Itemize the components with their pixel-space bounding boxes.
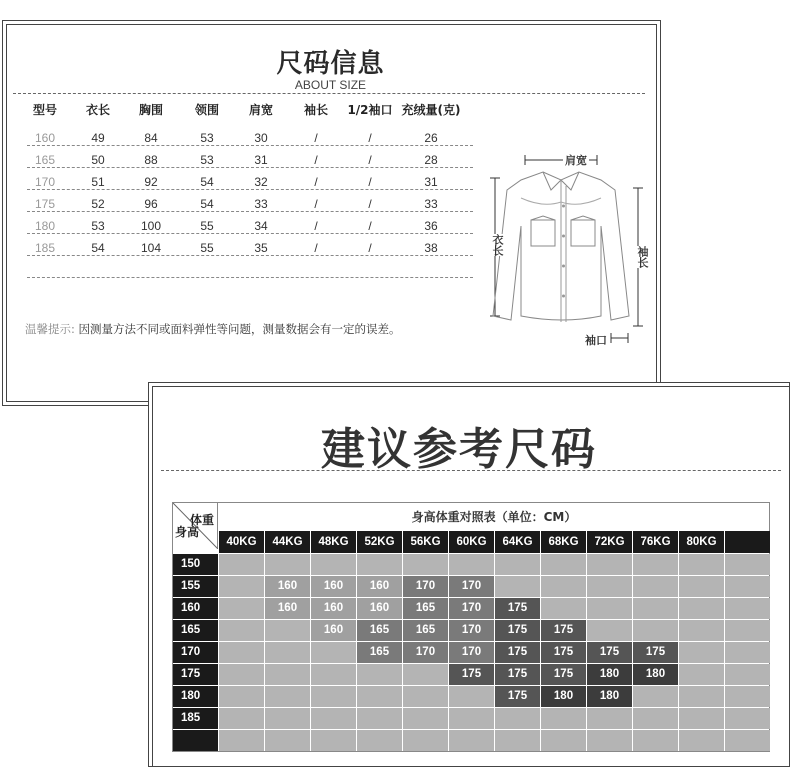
weight-header: 44KG bbox=[265, 531, 310, 553]
height-header: 175 bbox=[173, 664, 218, 685]
size-cell bbox=[587, 730, 632, 751]
length-label: 衣长 bbox=[491, 234, 504, 256]
size-cell: 165 bbox=[403, 598, 448, 619]
size-cell: 175 bbox=[587, 642, 632, 663]
size-cell bbox=[219, 598, 264, 619]
table-cell: / bbox=[314, 219, 318, 233]
header-cell: 型号 bbox=[32, 103, 58, 117]
table-cell: / bbox=[368, 197, 372, 211]
size-chart-grid bbox=[172, 502, 770, 752]
recommend-card bbox=[148, 382, 790, 767]
table-row bbox=[3, 219, 473, 239]
table-cell: 175 bbox=[34, 197, 56, 211]
size-cell bbox=[633, 620, 678, 641]
size-cell bbox=[403, 708, 448, 729]
table-cell: 53 bbox=[200, 153, 214, 167]
row-divider bbox=[27, 145, 473, 146]
header-cell: 领围 bbox=[194, 103, 220, 117]
size-cell bbox=[633, 708, 678, 729]
size-cell bbox=[265, 664, 310, 685]
size-table-header bbox=[3, 101, 473, 121]
table-cell: / bbox=[368, 175, 372, 189]
row-divider bbox=[27, 211, 473, 212]
table-row bbox=[3, 153, 473, 173]
size-cell bbox=[449, 686, 494, 707]
size-cell bbox=[541, 708, 586, 729]
size-cell bbox=[679, 620, 724, 641]
table-cell: / bbox=[314, 197, 318, 211]
table-cell: 50 bbox=[91, 153, 105, 167]
table-cell: 36 bbox=[424, 219, 438, 233]
table-cell: 180 bbox=[34, 219, 56, 233]
size-cell bbox=[449, 730, 494, 751]
size-cell: 165 bbox=[357, 642, 402, 663]
divider bbox=[13, 93, 645, 94]
table-cell: 31 bbox=[254, 153, 268, 167]
weight-header: 56KG bbox=[403, 531, 448, 553]
size-cell bbox=[679, 686, 724, 707]
divider bbox=[161, 470, 781, 471]
size-cell bbox=[587, 598, 632, 619]
table-cell: / bbox=[368, 131, 372, 145]
size-cell bbox=[541, 576, 586, 597]
table-cell: 33 bbox=[424, 197, 438, 211]
table-cell: 100 bbox=[140, 219, 162, 233]
size-cell bbox=[633, 576, 678, 597]
size-cell: 160 bbox=[311, 620, 356, 641]
size-cell bbox=[495, 554, 540, 575]
header-cell: 胸围 bbox=[138, 103, 164, 117]
size-cell: 160 bbox=[265, 598, 310, 619]
weight-header: 64KG bbox=[495, 531, 540, 553]
table-cell: 92 bbox=[144, 175, 158, 189]
table-cell: 38 bbox=[424, 241, 438, 255]
size-cell bbox=[633, 554, 678, 575]
size-cell bbox=[311, 642, 356, 663]
size-cell: 175 bbox=[495, 620, 540, 641]
weight-header bbox=[725, 531, 770, 553]
height-header: 170 bbox=[173, 642, 218, 663]
shirt-illustration bbox=[483, 146, 653, 346]
size-cell: 170 bbox=[449, 598, 494, 619]
size-cell: 170 bbox=[403, 576, 448, 597]
row-divider bbox=[27, 277, 473, 278]
header-cell: 衣长 bbox=[85, 103, 111, 117]
recommend-title: 建议参考尺码 bbox=[321, 424, 597, 475]
size-cell bbox=[311, 708, 356, 729]
size-cell: 175 bbox=[449, 664, 494, 685]
size-note bbox=[25, 321, 401, 337]
table-cell: / bbox=[314, 175, 318, 189]
table-cell: / bbox=[314, 241, 318, 255]
table-cell: 34 bbox=[254, 219, 268, 233]
size-cell: 160 bbox=[265, 576, 310, 597]
size-cell: 180 bbox=[587, 686, 632, 707]
size-cell: 180 bbox=[541, 686, 586, 707]
size-cell: 170 bbox=[449, 620, 494, 641]
grid-corner bbox=[173, 503, 218, 549]
size-cell bbox=[403, 686, 448, 707]
weight-header: 72KG bbox=[587, 531, 632, 553]
size-cell bbox=[725, 642, 770, 663]
size-cell: 175 bbox=[541, 620, 586, 641]
table-row bbox=[3, 197, 473, 217]
table-cell: 30 bbox=[254, 131, 268, 145]
size-cell bbox=[357, 686, 402, 707]
height-header: 160 bbox=[173, 598, 218, 619]
size-info-title: 尺码信息 bbox=[276, 49, 385, 79]
row-divider bbox=[27, 167, 473, 168]
size-cell bbox=[587, 576, 632, 597]
size-cell bbox=[495, 708, 540, 729]
size-cell bbox=[679, 664, 724, 685]
size-cell bbox=[403, 664, 448, 685]
size-cell: 175 bbox=[495, 686, 540, 707]
size-cell bbox=[265, 730, 310, 751]
table-cell: 165 bbox=[34, 153, 56, 167]
size-cell bbox=[219, 554, 264, 575]
size-cell: 165 bbox=[357, 620, 402, 641]
table-row bbox=[3, 175, 473, 195]
size-cell bbox=[357, 730, 402, 751]
size-cell: 160 bbox=[357, 598, 402, 619]
size-cell bbox=[679, 642, 724, 663]
size-cell: 175 bbox=[541, 664, 586, 685]
table-cell: 54 bbox=[91, 241, 105, 255]
size-cell bbox=[357, 554, 402, 575]
table-cell: 170 bbox=[34, 175, 56, 189]
size-cell bbox=[403, 730, 448, 751]
height-header: 150 bbox=[173, 554, 218, 575]
size-cell bbox=[541, 730, 586, 751]
height-header: 165 bbox=[173, 620, 218, 641]
chart-title: 身高体重对照表（单位：CM） bbox=[411, 510, 577, 524]
size-cell bbox=[541, 554, 586, 575]
table-cell: 49 bbox=[91, 131, 105, 145]
table-cell: / bbox=[368, 241, 372, 255]
size-cell: 180 bbox=[587, 664, 632, 685]
size-cell bbox=[725, 576, 770, 597]
size-cell bbox=[725, 708, 770, 729]
weight-header: 68KG bbox=[541, 531, 586, 553]
size-info-subtitle: ABOUT SIZE bbox=[294, 78, 367, 92]
table-row bbox=[3, 131, 473, 151]
size-cell: 175 bbox=[495, 598, 540, 619]
row-divider bbox=[27, 233, 473, 234]
size-cell bbox=[265, 686, 310, 707]
size-cell bbox=[449, 554, 494, 575]
table-cell: 104 bbox=[140, 241, 162, 255]
size-cell bbox=[219, 730, 264, 751]
row-divider bbox=[27, 255, 473, 256]
table-cell: / bbox=[314, 153, 318, 167]
table-cell: / bbox=[368, 153, 372, 167]
size-cell bbox=[357, 708, 402, 729]
table-cell: 55 bbox=[200, 219, 214, 233]
table-cell: 32 bbox=[254, 175, 268, 189]
size-cell: 165 bbox=[403, 620, 448, 641]
size-cell bbox=[219, 664, 264, 685]
weight-header: 80KG bbox=[679, 531, 724, 553]
table-row bbox=[3, 241, 473, 261]
size-cell bbox=[679, 554, 724, 575]
size-cell: 170 bbox=[449, 642, 494, 663]
table-cell: 26 bbox=[424, 131, 438, 145]
size-cell: 175 bbox=[541, 642, 586, 663]
note-text: 因测量方法不同或面料弹性等问题，测量数据会有一定的误差。 bbox=[78, 322, 401, 336]
size-cell bbox=[495, 730, 540, 751]
table-cell: 35 bbox=[254, 241, 268, 255]
weight-header: 52KG bbox=[357, 531, 402, 553]
size-cell bbox=[495, 576, 540, 597]
size-cell bbox=[357, 664, 402, 685]
table-cell: 28 bbox=[424, 153, 438, 167]
height-header bbox=[173, 730, 218, 751]
size-cell bbox=[265, 642, 310, 663]
size-cell bbox=[219, 686, 264, 707]
table-cell: 84 bbox=[144, 131, 158, 145]
corner-height-label: 身高 bbox=[175, 525, 200, 539]
table-cell: / bbox=[368, 219, 372, 233]
size-cell bbox=[587, 554, 632, 575]
size-cell bbox=[449, 708, 494, 729]
size-cell bbox=[679, 708, 724, 729]
size-cell: 180 bbox=[633, 664, 678, 685]
size-cell bbox=[265, 708, 310, 729]
header-cell: 充绒量(克) bbox=[401, 103, 461, 117]
table-cell: 53 bbox=[200, 131, 214, 145]
table-cell: 31 bbox=[424, 175, 438, 189]
height-header: 180 bbox=[173, 686, 218, 707]
size-cell bbox=[219, 642, 264, 663]
size-cell bbox=[633, 730, 678, 751]
table-cell: 54 bbox=[200, 197, 214, 211]
size-cell bbox=[725, 664, 770, 685]
table-cell: 88 bbox=[144, 153, 158, 167]
row-divider bbox=[27, 189, 473, 190]
weight-header: 60KG bbox=[449, 531, 494, 553]
table-cell: 55 bbox=[200, 241, 214, 255]
size-cell: 160 bbox=[357, 576, 402, 597]
size-cell: 175 bbox=[495, 664, 540, 685]
header-cell: 1/2袖口 bbox=[347, 103, 393, 117]
shirt-diagram bbox=[483, 146, 653, 350]
table-cell: 54 bbox=[200, 175, 214, 189]
table-cell: 53 bbox=[91, 219, 105, 233]
table-cell: 52 bbox=[91, 197, 105, 211]
size-cell bbox=[587, 708, 632, 729]
height-header: 185 bbox=[173, 708, 218, 729]
size-cell bbox=[311, 686, 356, 707]
sleeve-label: 袖长 bbox=[636, 246, 649, 268]
size-cell bbox=[265, 554, 310, 575]
size-cell bbox=[725, 620, 770, 641]
size-cell bbox=[311, 730, 356, 751]
size-cell: 170 bbox=[403, 642, 448, 663]
size-cell bbox=[633, 598, 678, 619]
table-cell: 96 bbox=[144, 197, 158, 211]
size-cell bbox=[587, 620, 632, 641]
size-cell: 170 bbox=[449, 576, 494, 597]
shoulder-label: 肩宽 bbox=[565, 154, 587, 167]
size-info-card bbox=[2, 20, 661, 406]
size-cell bbox=[679, 598, 724, 619]
header-cell: 肩宽 bbox=[248, 103, 274, 117]
size-cell: 160 bbox=[311, 598, 356, 619]
size-cell bbox=[311, 664, 356, 685]
table-cell: 185 bbox=[34, 241, 56, 255]
size-cell bbox=[311, 554, 356, 575]
size-cell bbox=[541, 598, 586, 619]
size-cell: 175 bbox=[633, 642, 678, 663]
size-cell bbox=[679, 576, 724, 597]
table-cell: / bbox=[314, 131, 318, 145]
weight-header: 76KG bbox=[633, 531, 678, 553]
size-cell bbox=[633, 686, 678, 707]
note-label: 温馨提示: bbox=[25, 322, 75, 336]
table-cell: 33 bbox=[254, 197, 268, 211]
size-cell bbox=[219, 576, 264, 597]
cuff-label: 袖口 bbox=[585, 334, 607, 347]
height-header: 155 bbox=[173, 576, 218, 597]
size-cell bbox=[725, 554, 770, 575]
weight-header: 40KG bbox=[219, 531, 264, 553]
size-cell bbox=[725, 686, 770, 707]
size-cell bbox=[725, 598, 770, 619]
table-cell: 51 bbox=[91, 175, 105, 189]
table-cell: 160 bbox=[34, 131, 56, 145]
size-cell bbox=[219, 620, 264, 641]
size-cell bbox=[679, 730, 724, 751]
size-cell bbox=[265, 620, 310, 641]
corner-weight-label: 体重 bbox=[189, 513, 214, 527]
size-cell: 160 bbox=[311, 576, 356, 597]
weight-header: 48KG bbox=[311, 531, 356, 553]
size-cell: 175 bbox=[495, 642, 540, 663]
size-cell bbox=[725, 730, 770, 751]
header-cell: 袖长 bbox=[303, 103, 329, 117]
size-cell bbox=[219, 708, 264, 729]
size-cell bbox=[403, 554, 448, 575]
